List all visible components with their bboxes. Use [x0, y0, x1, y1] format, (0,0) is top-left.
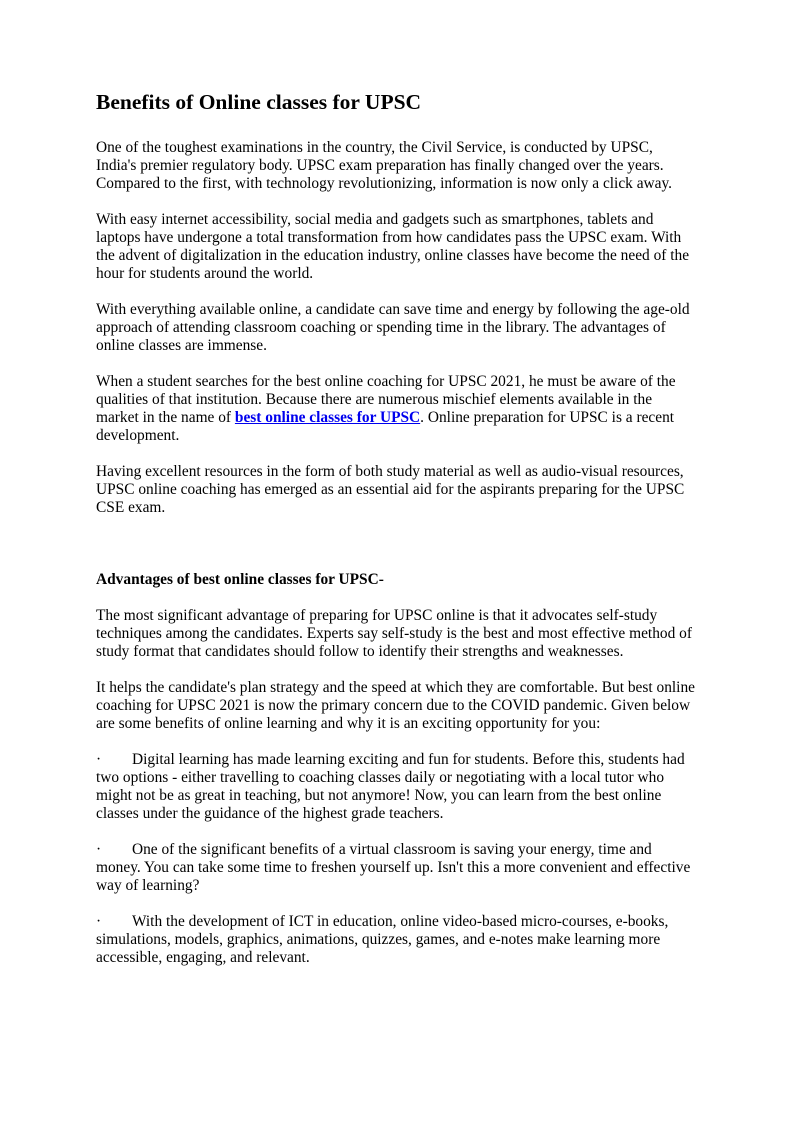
section-subheading: Advantages of best online classes for UPSC-	[96, 570, 384, 588]
list-item-text: Digital learning has made learning exciting and fun for students. Before this, students had two options - either travelling to coaching classes daily or negotiating with a local tutor who might not be as great in teaching, but not anymore! Now, you can learn from the best online classes under the guidance of the highest grade teachers.	[96, 750, 685, 822]
list-item-text: One of the significant benefits of a virtual classroom is saving your energy, time and money. You can take some time to freshen yourself up. Isn't this a more convenient and effective way of learning?	[96, 840, 691, 894]
advantage-paragraph-1: The most significant advantage of preparing for UPSC online is that it advocates self-study techniques among the candidates. Experts say self-study is the best and most effective method of study format that candidates should follow to identify their strengths and weaknesses.	[96, 606, 692, 660]
link-paragraph-after: . Online preparation for UPSC is a recent development.	[96, 408, 675, 444]
list-item	[96, 751, 696, 823]
page-title: Benefits of Online classes for UPSC	[96, 90, 422, 114]
bullet-symbol: ·	[96, 750, 102, 768]
intro-paragraph-3: With everything available online, a candidate can save time and energy by following the age-old approach of attending classroom coaching or spending time in the library. The advantages of online classes are immense.	[96, 300, 690, 354]
list-item-text: With the development of ICT in education, online video-based micro-courses, e-books, simulations, models, graphics, animations, quizzes, games, and e-notes make learning more accessible, engaging, and relevant.	[96, 912, 669, 966]
document-page	[96, 90, 696, 985]
intro-paragraph-1: One of the toughest examinations in the country, the Civil Service, is conducted by UPSC, India's premier regulatory body. UPSC exam preparation has finally changed over the years. Compared to the first, with technology revolutionizing, information is now only a click away.	[96, 138, 673, 192]
bullet-symbol: ·	[96, 912, 102, 930]
intro-paragraph-2: With easy internet accessibility, social media and gadgets such as smartphones, tablets and laptops have undergone a total transformation from how candidates pass the UPSC exam. With the advent of digitalization in the education industry, online classes have become the need of the hour for students around the world.	[96, 210, 690, 282]
list-item	[96, 841, 696, 895]
resources-paragraph: Having excellent resources in the form of both study material as well as audio-visual resources, UPSC online coaching has emerged as an essential aid for the aspirants preparing for the UPSC CSE exam.	[96, 462, 685, 516]
bullet-symbol: ·	[96, 840, 102, 858]
link-paragraph	[96, 373, 696, 445]
best-online-classes-link[interactable]: best online classes for UPSC	[234, 408, 421, 426]
link-paragraph-before: When a student searches for the best online coaching for UPSC 2021, he must be aware of the qualities of that institution. Because there are numerous mischief elements available in the market in the name of	[96, 372, 676, 426]
advantage-paragraph-2: It helps the candidate's plan strategy and the speed at which they are comfortable. But best online coaching for UPSC 2021 is now the primary concern due to the COVID pandemic. Given below are some benefits of online learning and why it is an exciting opportunity for you:	[96, 678, 695, 732]
list-item	[96, 913, 696, 967]
